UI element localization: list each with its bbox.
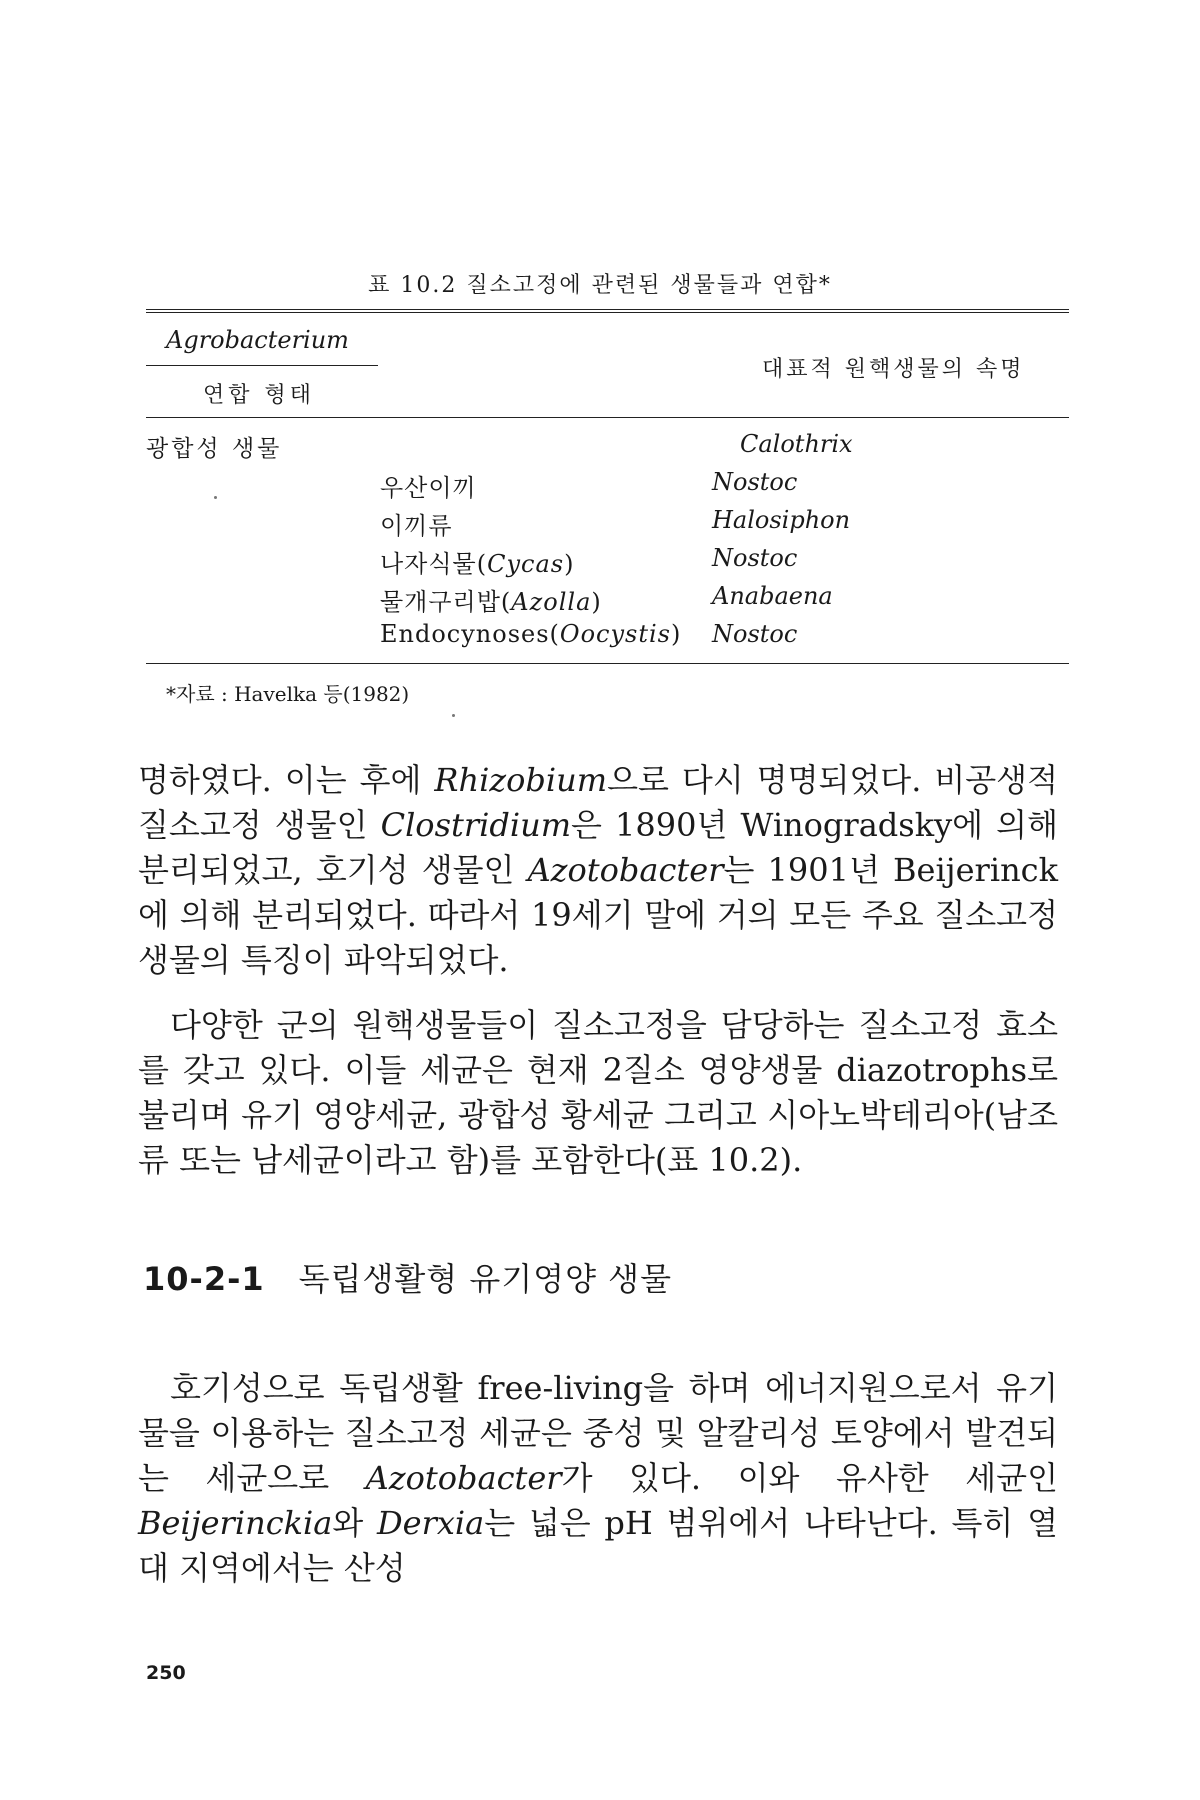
row-genus: Anabaena <box>712 582 833 610</box>
page-number: 250 <box>146 1662 186 1684</box>
row-genus: Nostoc <box>712 620 798 648</box>
table-row <box>0 582 1200 620</box>
group-genus: Calothrix <box>740 430 853 458</box>
row-association: Endocynoses(Oocystis) <box>380 620 682 648</box>
group-label-photosynthetic: 광합성 생물 <box>146 436 283 462</box>
table-caption: 표 10.2 질소고정에 관련된 생물들과 연합* <box>368 273 832 298</box>
paragraph-2: 다양한 군의 원핵생물들이 질소고정을 담당하는 질소고정 효소를 갖고 있다. 이들 세균은 현재 2질소 영양생물 diazotrophs로 불리며 유기 영양세균, 광합성 황세균 그리고 시아노박테리아(남조류 또는 남세균이라고 함)를 포함한다(표 10.2). <box>138 1006 1058 1179</box>
header-sub-rule <box>146 365 378 366</box>
header-agrobacterium: Agrobacterium <box>166 326 349 354</box>
table-row <box>0 506 1200 544</box>
row-association: 우산이끼 <box>380 474 477 502</box>
header-association-form: 연합 형태 <box>203 383 316 408</box>
table-source-note: *자료 : Havelka 등(1982) <box>166 682 410 706</box>
row-association: 나자식물(Cycas) <box>380 550 575 578</box>
table-top-rule <box>146 309 1069 313</box>
row-association: 이끼류 <box>380 512 453 540</box>
table-row <box>0 544 1200 582</box>
row-genus: Nostoc <box>712 544 798 572</box>
table-bottom-rule <box>146 663 1069 664</box>
section-heading <box>143 1254 672 1300</box>
row-association: 물개구리밥(Azolla) <box>380 588 602 616</box>
paragraph-1: 명하였다. 이는 후에 Rhizobium으로 다시 명명되었다. 비공생적 질소고정 생물인 Clostridium은 1890년 Winogradsky에 의해 분리되었고, 호기성 생물인 Azotobacter는 1901년 Beijerinck에 의해 분리되었다. 따라서 19세기 말에 거의 모든 주요 질소고정 생물의 특징이 파악되었다. <box>138 761 1059 979</box>
table-row <box>0 620 1200 658</box>
section-number: 10-2-1 <box>143 1260 265 1298</box>
row-genus: Halosiphon <box>712 506 851 534</box>
header-representative-genus: 대표적 원핵생물의 속명 <box>762 357 1025 382</box>
print-speck <box>452 714 455 717</box>
header-bottom-rule <box>146 417 1069 418</box>
paragraph-3: 호기성으로 독립생활 free-living을 하며 에너지원으로서 유기물을 이용하는 질소고정 세균은 중성 및 알칼리성 토양에서 발견되는 세균으로 Azotobacter가 있다. 이와 유사한 세균인 Beijerinckia와 Derxia는 넓은 pH 범위에서 나타난다. 특히 열대 지역에서는 산성 <box>138 1369 1058 1587</box>
section-title: 독립생활형 유기영양 생물 <box>298 1260 673 1298</box>
row-genus: Nostoc <box>712 468 798 496</box>
table-row <box>0 468 1200 506</box>
